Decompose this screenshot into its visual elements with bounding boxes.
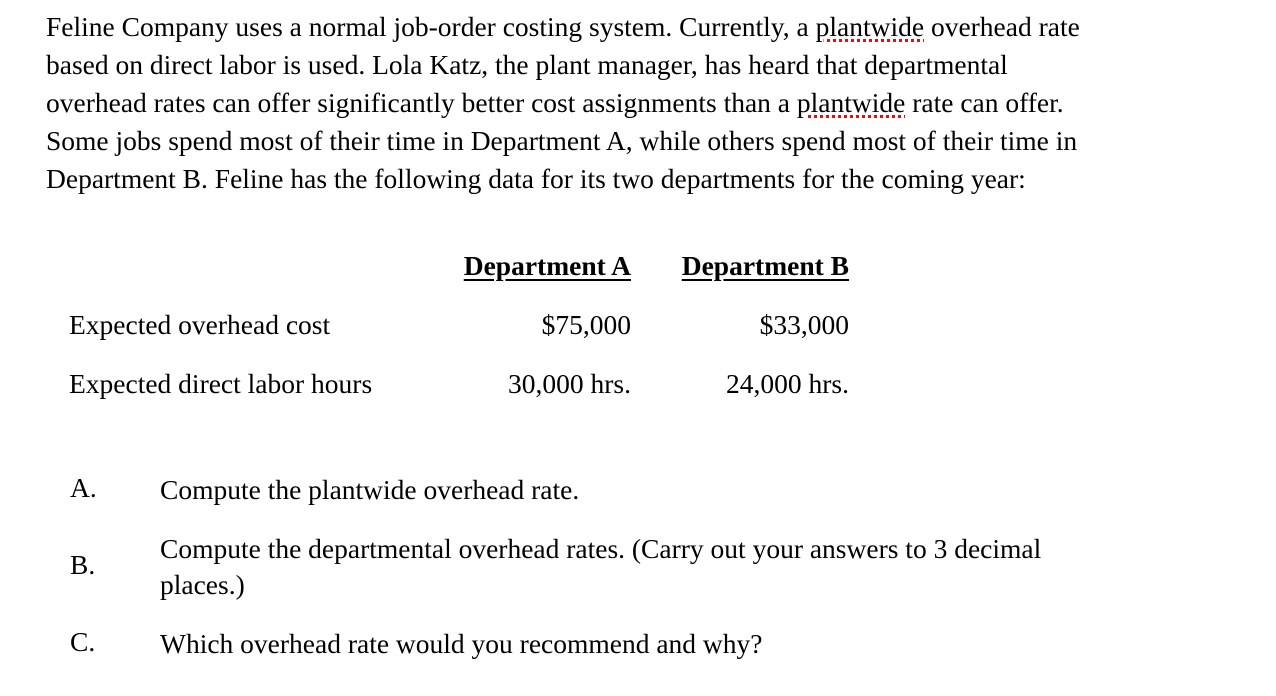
row-label-labor-hours: Expected direct labor hours	[69, 368, 373, 399]
statement-line-3: overhead rates can offer significantly better cost assignments than a plantwide rate can offer.	[46, 87, 1064, 118]
statement-line-4: Some jobs spend most of their time in Department A, while others spend most of their time in	[46, 125, 1078, 156]
cell-hours-dept-b: 24,000 hrs.	[726, 368, 849, 399]
question-c-letter: C.	[70, 626, 96, 657]
question-b-text: Compute the departmental overhead rates. (Carry out your answers to 3 decimal places.)	[160, 533, 1042, 600]
spellcheck-flagged-word[interactable]: plantwide	[796, 87, 906, 118]
question-c-text: Which overhead rate would you recommend and why?	[160, 628, 763, 659]
question-b-letter: B.	[70, 549, 96, 580]
question-a-letter: A.	[70, 472, 97, 503]
statement-line-2: based on direct labor is used. Lola Katz, the plant manager, has heard that departmental	[46, 49, 1008, 80]
cell-hours-dept-a: 30,000 hrs.	[508, 368, 631, 399]
statement-line-5: Department B. Feline has the following data for its two departments for the coming year:	[46, 163, 1026, 194]
spellcheck-flagged-word[interactable]: plantwide	[815, 11, 925, 42]
question-a-text: Compute the plantwide overhead rate.	[160, 474, 580, 505]
problem-statement	[46, 8, 1246, 198]
statement-line-1: Feline Company uses a normal job-order costing system. Currently, a plantwide overhead rate	[46, 11, 1080, 42]
row-label-overhead-cost: Expected overhead cost	[69, 309, 331, 340]
column-header-department-b: Department B	[681, 250, 849, 281]
column-header-department-a: Department A	[463, 250, 631, 281]
cell-overhead-dept-a: $75,000	[541, 309, 631, 340]
cell-overhead-dept-b: $33,000	[759, 309, 849, 340]
